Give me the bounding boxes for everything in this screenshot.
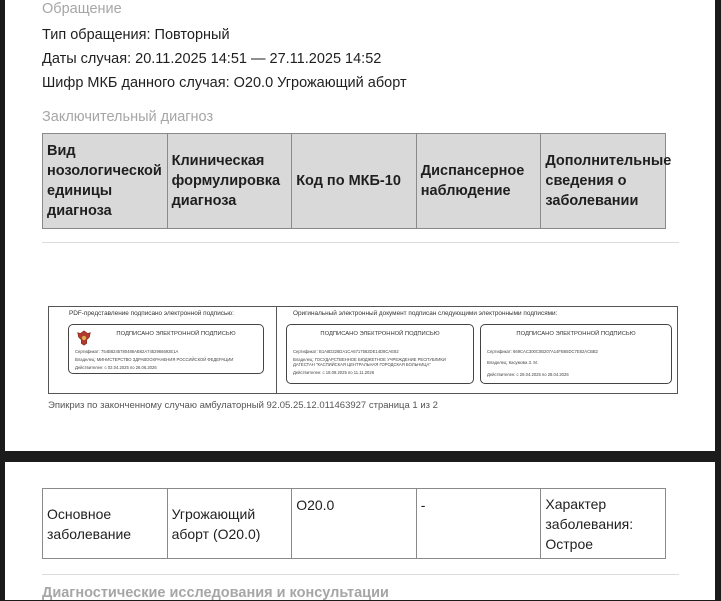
cert-owner: Владелец: МИНИСТЕРСТВО ЗДРАВООХРАНЕНИЯ РОССИЙСКОЙ ФЕДЕРАЦИИ	[75, 357, 234, 362]
signature-divider	[276, 307, 277, 393]
header-mkb10-code: Код по МКБ-10	[292, 134, 417, 229]
header-dispensary: Диспансерное наблюдение	[416, 134, 541, 229]
cert-owner: Владелец: Касумова З. М.	[487, 360, 538, 365]
header-additional-info: Дополнительные сведения о заболевании	[541, 134, 666, 229]
cert-number: Сертификат: B1A8D326DA1CA6717582DE14D8CAE82	[293, 349, 399, 354]
cell-nosological-unit: Основное заболевание	[43, 489, 168, 559]
signed-label: ПОДПИСАНО ЭЛЕКТРОННОЙ ПОДПИСЬЮ	[516, 331, 636, 337]
signature-box-doctor	[480, 324, 672, 384]
case-dates: Даты случая: 20.11.2025 14:51 — 27.11.2025 14:52	[42, 51, 382, 67]
divider	[42, 242, 679, 243]
cert-validity: Действителен: с 18.08.2025 по 11.11.2026	[293, 370, 375, 375]
diagnosis-table-header	[42, 133, 672, 229]
pdf-signed-header: PDF-представление подписано электронной подписью:	[69, 310, 234, 317]
signed-label: ПОДПИСАНО ЭЛЕКТРОННОЙ ПОДПИСЬЮ	[320, 331, 440, 337]
cell-additional-info: Характер заболевания: Острое	[541, 489, 666, 559]
cert-validity: Действителен: с 02.04.2025 по 26.06.2026	[75, 365, 157, 370]
document-page-2	[5, 462, 715, 600]
electronic-signature-stamp	[48, 306, 678, 394]
header-clinical-formulation: Клиническая формулировка диагноза	[167, 134, 292, 229]
diagnosis-table-row	[42, 488, 666, 559]
page-footer: Эпикриз по законченному случаю амбулаторный 92.05.25.12.011463927 страница 1 из 2	[48, 400, 438, 411]
signature-box-ministry	[68, 324, 264, 374]
original-signed-header: Оригинальный электронный документ подписан следующими электронными подписями:	[293, 310, 558, 317]
cert-owner: Владелец: ГОСУДАРСТВЕННОЕ БЮДЖЕТНОЕ УЧРЕЖДЕНИЕ РЕСПУБЛИКИ	[293, 357, 446, 362]
cert-owner-cont: ДАГЕСТАН "КАСПИЙСКАЯ ЦЕНТРАЛЬНАЯ ГОРОДСКАЯ БОЛЬНИЦА"	[293, 362, 431, 367]
divider	[42, 574, 679, 575]
signature-box-hospital	[286, 324, 474, 384]
case-mkb-code: Шифр МКБ данного случая: O20.0 Угрожающий аборт	[42, 75, 407, 91]
cell-mkb10-code: O20.0	[292, 489, 417, 559]
next-section-title: Диагностические исследования и консультации	[42, 585, 389, 601]
cell-dispensary: -	[416, 489, 541, 559]
signed-label: ПОДПИСАНО ЭЛЕКТРОННОЙ ПОДПИСЬЮ	[116, 331, 236, 337]
cell-clinical-formulation: Угрожающий аборт (O20.0)	[167, 489, 292, 559]
appeal-type: Тип обращения: Повторный	[42, 27, 230, 43]
cert-number: Сертификат: 754B8245780488AB62A7452965692E1A	[75, 349, 179, 354]
cert-number: Сертификат: 669CAC300C0B207A14FB65DC7E82ACBB2	[487, 349, 599, 354]
final-diagnosis-section-title: Заключительный диагноз	[42, 109, 214, 125]
cert-validity: Действителен: с 28.04.2025 по 28.04.2026	[487, 372, 569, 377]
appeal-section-title: Обращение	[42, 1, 122, 17]
document-page-1	[5, 0, 715, 451]
header-nosological-unit: Вид нозологической единицы диагноза	[43, 134, 168, 229]
